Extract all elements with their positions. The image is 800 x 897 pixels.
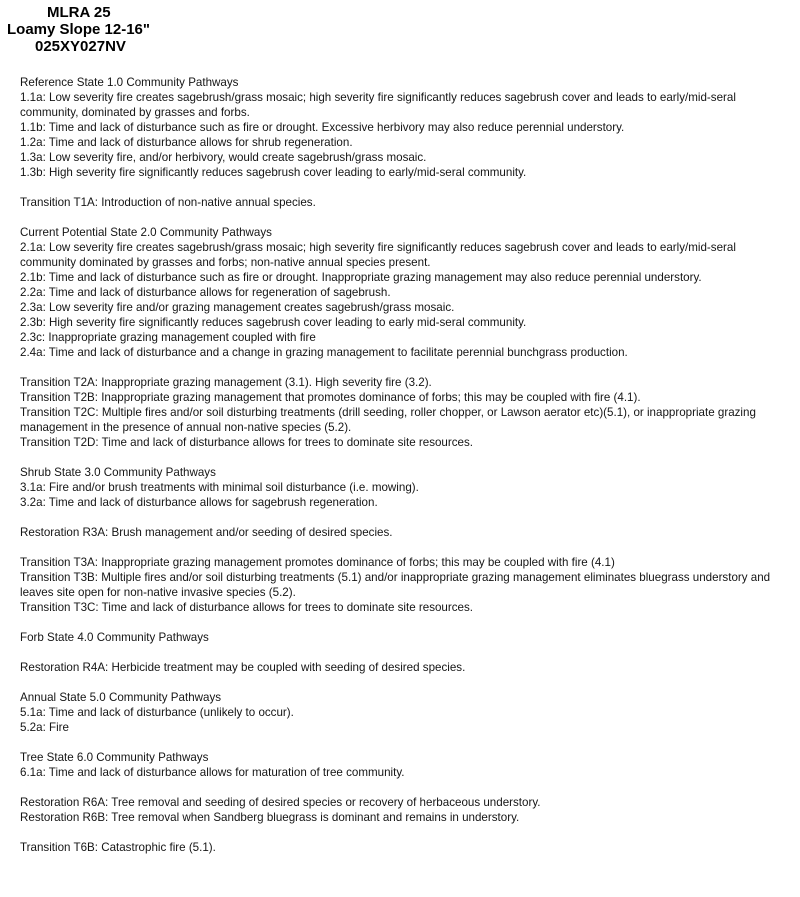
- section-line: Transition T2B: Inappropriate grazing management that promotes dominance of forbs; this may be coupled with fire (4.1).: [20, 391, 641, 404]
- section-line: Transition T3B: Multiple fires and/or soil disturbing treatments (5.1) and/or inappropriate grazing management eliminates bluegrass understory and leaves site open for non-native invasive species (5.2).: [20, 571, 771, 599]
- section-line: 5.1a: Time and lack of disturbance (unlikely to occur).: [20, 706, 294, 719]
- ecological-site-id: 025XY027NV: [35, 38, 126, 55]
- section-line-first: Shrub State 3.0 Community Pathways: [20, 466, 216, 479]
- text-section: [20, 840, 792, 855]
- text-section: [20, 660, 792, 675]
- document-header: [0, 4, 800, 64]
- section-line-first: Forb State 4.0 Community Pathways: [20, 631, 209, 644]
- section-line: 1.2a: Time and lack of disturbance allows for shrub regeneration.: [20, 136, 353, 149]
- section-line-first: Transition T1A: Introduction of non-native annual species.: [20, 196, 316, 209]
- section-line-first: Transition T6B: Catastrophic fire (5.1).: [20, 841, 216, 854]
- section-line: 1.3b: High severity fire significantly reduces sagebrush cover leading to early/mid-seral community.: [20, 166, 527, 179]
- section-line-first: Current Potential State 2.0 Community Pathways: [20, 226, 272, 239]
- state-transition-text: [20, 75, 792, 870]
- section-line: Transition T2C: Multiple fires and/or soil disturbing treatments (drill seeding, roller chopper, or Lawson aerator etc)(5.1), or inappropriate grazing management in the presence of annual non-native species (5.2).: [20, 406, 756, 434]
- section-line-first: Annual State 5.0 Community Pathways: [20, 691, 222, 704]
- section-line: Restoration R6B: Tree removal when Sandberg bluegrass is dominant and remains in understory.: [20, 811, 520, 824]
- section-line-first: Transition T2A: Inappropriate grazing management (3.1). High severity fire (3.2).: [20, 376, 432, 389]
- text-section: [20, 375, 792, 450]
- section-line: 3.1a: Fire and/or brush treatments with minimal soil disturbance (i.e. mowing).: [20, 481, 419, 494]
- section-line-first: Restoration R4A: Herbicide treatment may be coupled with seeding of desired species.: [20, 661, 466, 674]
- section-line: 1.1b: Time and lack of disturbance such as fire or drought. Excessive herbivory may also reduce perennial understory.: [20, 121, 625, 134]
- section-line: Transition T2D: Time and lack of disturbance allows for trees to dominate site resources.: [20, 436, 474, 449]
- section-line: 2.2a: Time and lack of disturbance allows for regeneration of sagebrush.: [20, 286, 391, 299]
- section-line-first: Restoration R6A: Tree removal and seeding of desired species or recovery of herbaceous understory.: [20, 796, 541, 809]
- section-line-first: Restoration R3A: Brush management and/or seeding of desired species.: [20, 526, 393, 539]
- text-section: [20, 750, 792, 780]
- text-section: [20, 795, 792, 825]
- text-section: [20, 690, 792, 735]
- mlra-title: MLRA 25: [47, 4, 111, 21]
- section-line-first: Tree State 6.0 Community Pathways: [20, 751, 209, 764]
- text-section: [20, 525, 792, 540]
- ecological-site-name: Loamy Slope 12-16": [7, 21, 150, 38]
- section-line: 3.2a: Time and lack of disturbance allows for sagebrush regeneration.: [20, 496, 378, 509]
- section-line: 2.1b: Time and lack of disturbance such as fire or drought. Inappropriate grazing management may also reduce perennial understory.: [20, 271, 702, 284]
- section-line: 1.3a: Low severity fire, and/or herbivory, would create sagebrush/grass mosaic.: [20, 151, 427, 164]
- section-line-first: Transition T3A: Inappropriate grazing management promotes dominance of forbs; this may be coupled with fire (4.1): [20, 556, 615, 569]
- section-line: 1.1a: Low severity fire creates sagebrush/grass mosaic; high severity fire significantly reduces sagebrush cover and leads to early/mid-seral community, dominated by grasses and forbs.: [20, 91, 736, 119]
- section-line: 5.2a: Fire: [20, 721, 69, 734]
- section-line: 6.1a: Time and lack of disturbance allows for maturation of tree community.: [20, 766, 405, 779]
- section-line: 2.3c: Inappropriate grazing management coupled with fire: [20, 331, 316, 344]
- text-section: [20, 630, 792, 645]
- section-line: 2.3a: Low severity fire and/or grazing management creates sagebrush/grass mosaic.: [20, 301, 455, 314]
- text-section: [20, 465, 792, 510]
- section-line: 2.3b: High severity fire significantly reduces sagebrush cover leading to early mid-seral community.: [20, 316, 527, 329]
- text-section: [20, 555, 792, 615]
- text-section: [20, 195, 792, 210]
- text-section: [20, 225, 792, 360]
- text-section: [20, 75, 792, 180]
- section-line: Transition T3C: Time and lack of disturbance allows for trees to dominate site resources.: [20, 601, 474, 614]
- section-line: 2.1a: Low severity fire creates sagebrush/grass mosaic; high severity fire significantly reduces sagebrush cover and leads to early/mid-seral community dominated by grasses and forbs; non-native annual species present.: [20, 241, 736, 269]
- section-line: 2.4a: Time and lack of disturbance and a change in grazing management to facilitate perennial bunchgrass production.: [20, 346, 628, 359]
- section-line-first: Reference State 1.0 Community Pathways: [20, 76, 239, 89]
